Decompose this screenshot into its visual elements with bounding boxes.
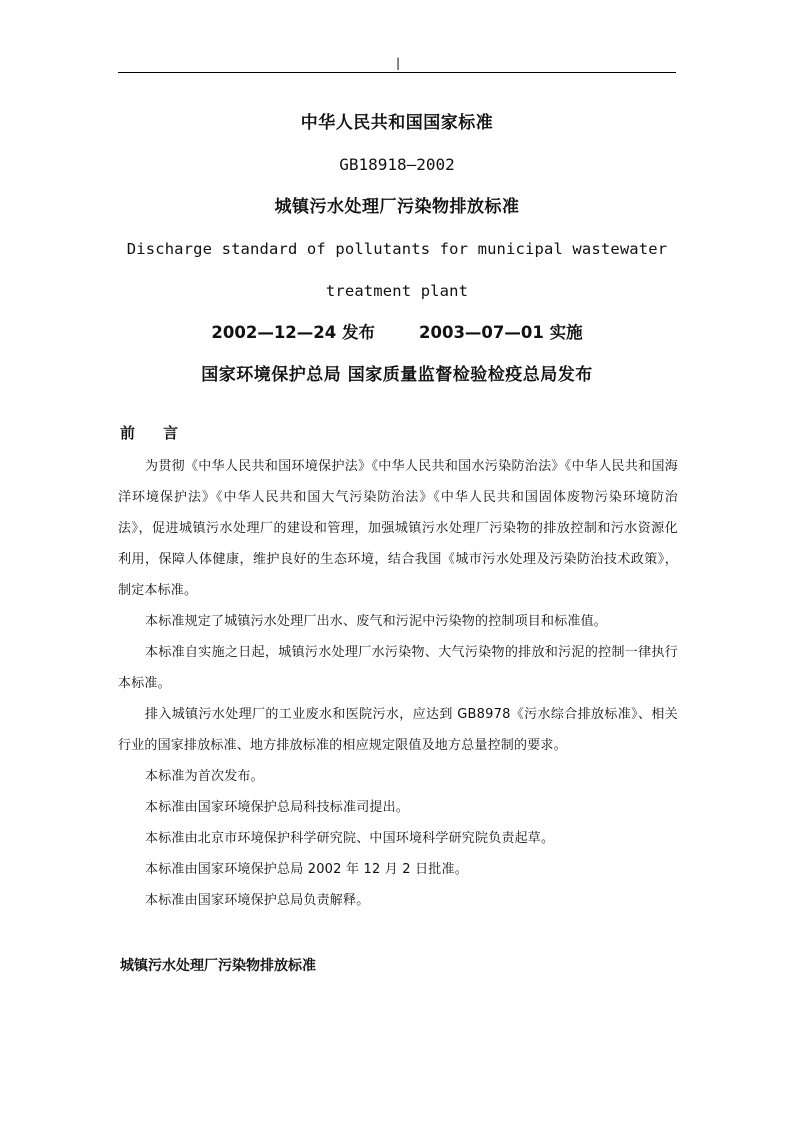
preface-heading: 前言 [120,424,207,442]
document-title-en-line2: treatment plant [325,282,469,300]
preface-paragraph: 本标准为首次发布。 [145,769,264,784]
preface-paragraph: 本标准由国家环境保护总局科技标准司提出。 [145,800,410,815]
section-heading: 城镇污水处理厂污染物排放标准 [120,958,316,974]
preface-paragraph: 本标准由国家环境保护总局负责解释。 [145,893,370,908]
national-standard-label: 中华人民共和国国家标准 [300,113,494,133]
preface-paragraph: 本标准规定了城镇污水处理厂出水、废气和污泥中污染物的控制项目和标准值。 [145,614,608,629]
header-divider [118,72,676,73]
preface-paragraph: 本标准自实施之日起，城镇污水处理厂水污染物、大气污染物的排放和污泥的控制一律执行本标准。 [118,645,678,691]
issue-date: 2002—12—24 发布 [211,323,375,342]
issuing-authorities: 国家环境保护总局 国家质量监督检验检疫总局发布 [201,365,593,385]
document-title-cn: 城镇污水处理厂污染物排放标准 [274,197,520,217]
preface-paragraph: 排入城镇污水处理厂的工业废水和医院污水，应达到 GB8978《污水综合排放标准》、相关行业的国家排放标准、地方排放标准的相应规定限值及地方总量控制的要求。 [118,707,678,753]
preface-paragraph: 本标准由北京市环境保护科学研究院、中国环境科学研究院负责起草。 [145,831,555,846]
implement-date: 2003—07—01 实施 [419,323,583,342]
preface-paragraph: 为贯彻《中华人民共和国环境保护法》《中华人民共和国水污染防治法》《中华人民共和国海洋环境保护法》《中华人民共和国大气污染防治法》《中华人民共和国固体废物污染环境防治法》，促进城镇污水处理厂的建设和管理，加强城镇污水处理厂污染物的排放控制和污水资源化利用，保障人体健康，维护良好的生态环境，结合我国《城市污水处理及污染防治技术政策》，制定本标准。 [118,459,678,598]
issue-implement-dates [118,312,676,354]
page-header-mark: | [395,56,401,70]
standard-code: GB18918—2002 [339,155,455,174]
document-title-en-line1: Discharge standard of pollutants for municipal wastewater [126,240,668,258]
preface-body [118,451,678,916]
preface-paragraph: 本标准由国家环境保护总局 2002 年 12 月 2 日批准。 [145,862,468,877]
document-title-block [118,102,676,396]
